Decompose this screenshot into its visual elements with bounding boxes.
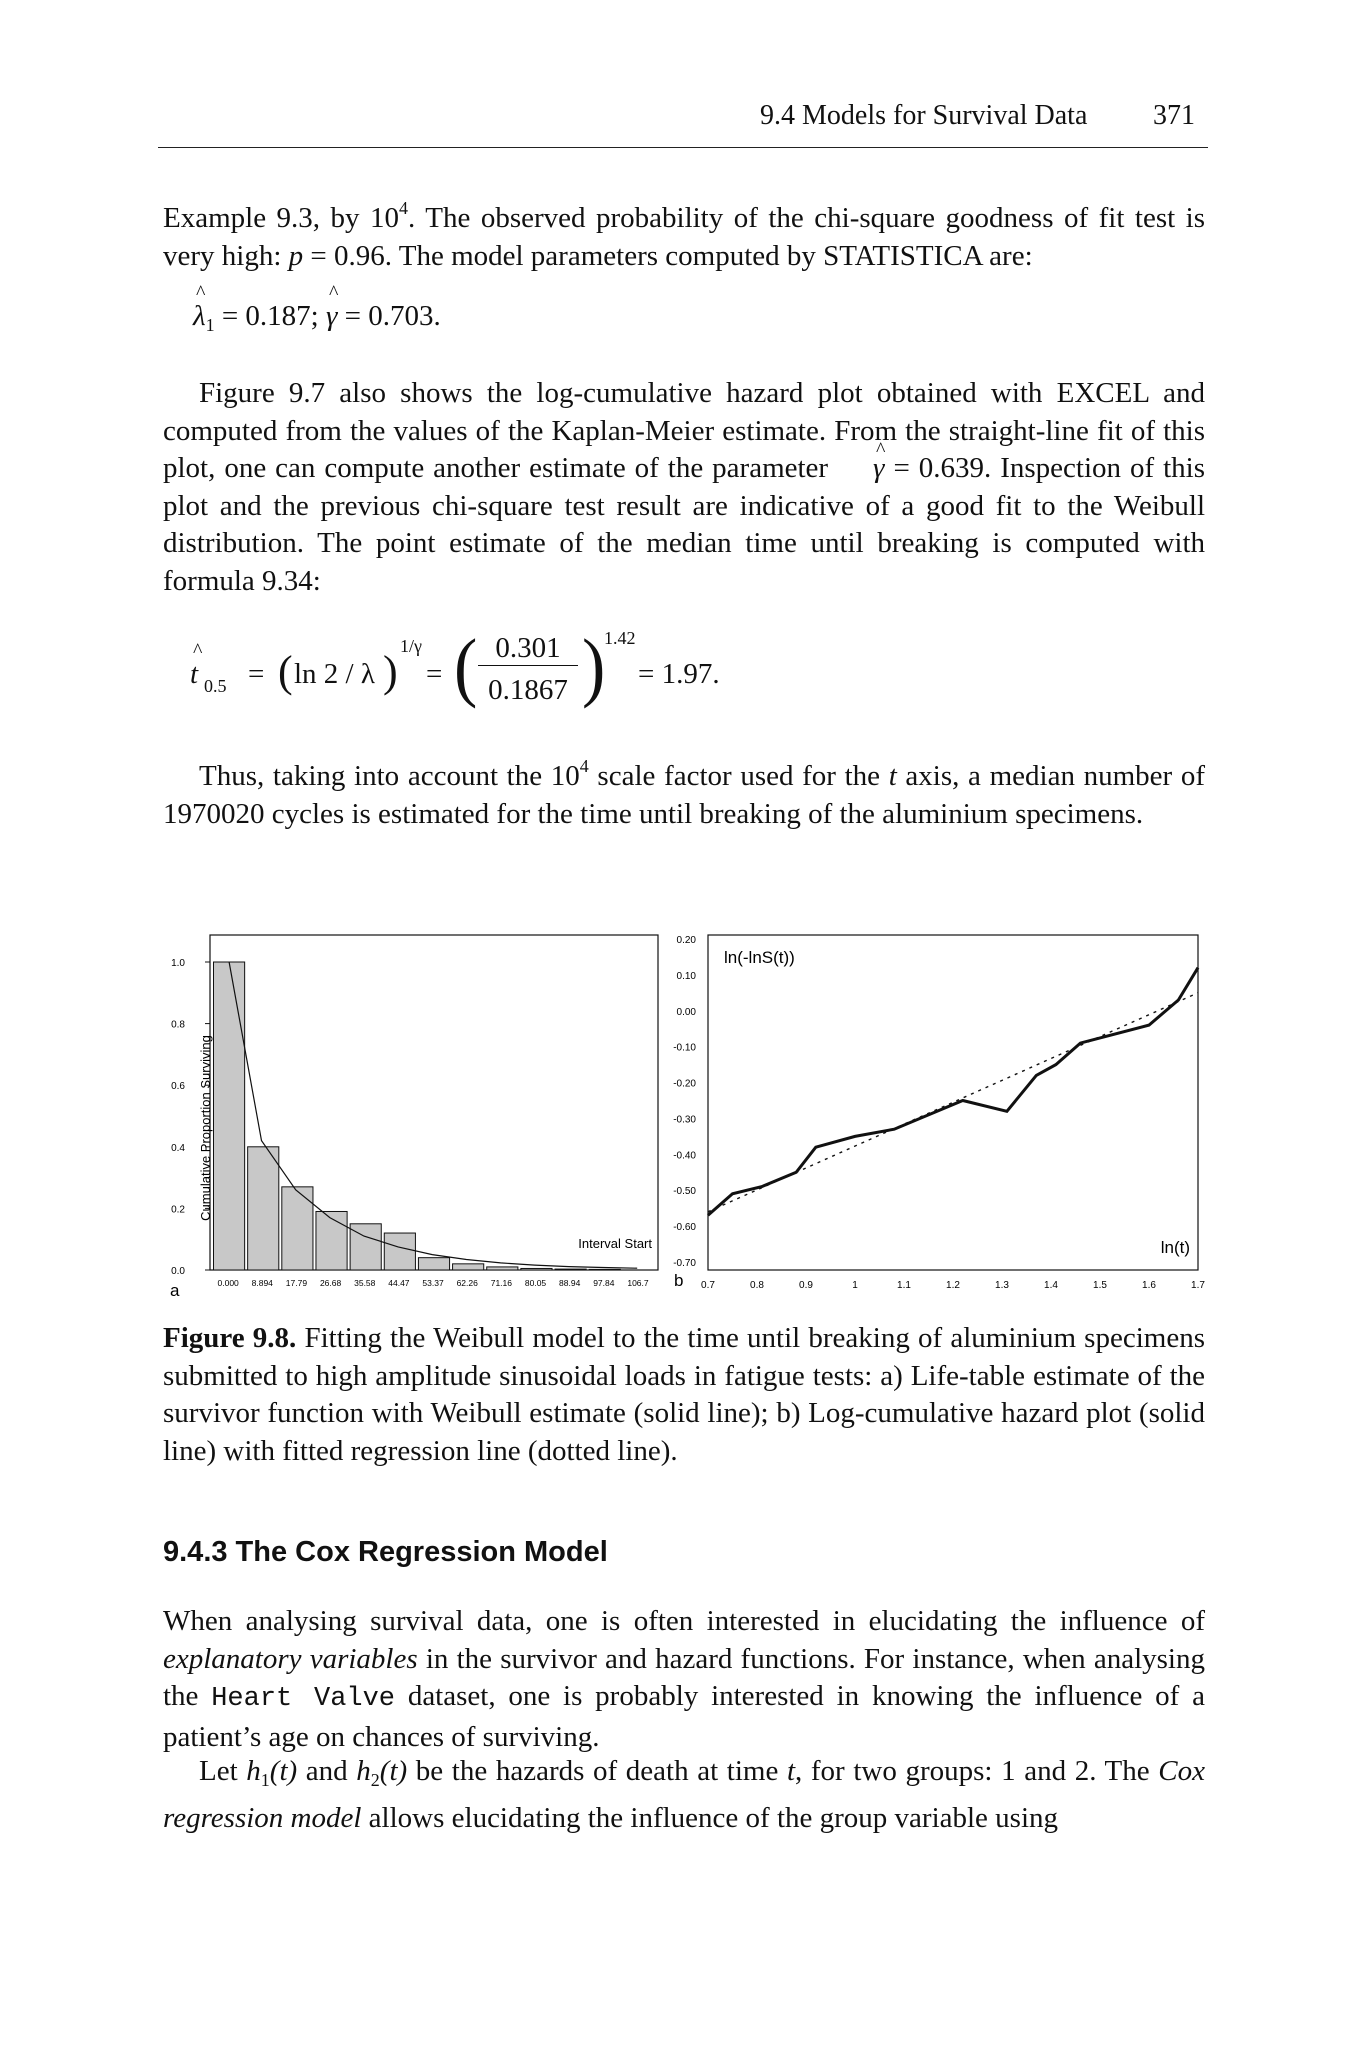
p5-cox: Cox regression model — [163, 1755, 1205, 1834]
eq2-t-hat: ^ t — [190, 658, 198, 691]
b-ytick-label-6: -0.40 — [673, 1150, 696, 1162]
p5-h2: h — [356, 1755, 371, 1787]
figure-a-label: a — [170, 1281, 180, 1300]
eq1-gamma-value: = 0.703. — [337, 300, 441, 332]
paragraph-2 — [163, 375, 1205, 600]
b-ytick-label-0: 0.20 — [676, 935, 696, 946]
p5-t2: (t) — [379, 1755, 408, 1787]
p3-text-c: axis, a median number of 1970020 cycles is estimated for the time until breaking of the aluminium specimens. — [163, 760, 1206, 830]
a-bar-3 — [316, 1211, 347, 1270]
p5-t: t — [786, 1755, 796, 1787]
p5-text-d: allows elucidating the influence of the group variable using — [361, 1801, 1059, 1834]
b-xtick-label-3: 1 — [852, 1280, 858, 1291]
header-rule — [158, 147, 1208, 148]
p3-text-b: scale factor used for the — [588, 760, 889, 792]
b-xtick-label-1: 0.8 — [750, 1280, 764, 1291]
figure-b-frame — [708, 935, 1198, 1270]
b-ytick-label-4: -0.20 — [673, 1078, 696, 1090]
figure-b-label: b — [674, 1271, 684, 1290]
p5-text-b: be the hazards of death at time — [407, 1755, 787, 1787]
eq1-gamma: ^ γ — [326, 300, 337, 333]
a-ytick-label-1: 0.2 — [171, 1204, 185, 1216]
p2-text-a: Figure 9.7 also shows the log-cumulative hazard plot obtained with EXCEL and computed from the values of the Kaplan-Meier estimate. From the straight-line fit of this plot, one can compute another estimate of the parameter — [163, 377, 1205, 484]
a-xtick-label-12: 106.7 — [627, 1278, 649, 1288]
eq1-lambda: ^ λ — [193, 300, 206, 333]
eq1-lambda-value: = 0.187; — [214, 300, 326, 332]
running-header-section: 9.4 Models for Survival Data — [760, 100, 1088, 131]
a-bar-5 — [384, 1233, 415, 1270]
eq2-power: 1.42 — [604, 628, 636, 648]
eq2-denominator: 0.1867 — [488, 674, 568, 706]
a-ytick-label-4: 0.8 — [171, 1019, 185, 1031]
b-xtick-label-2: 0.9 — [799, 1280, 813, 1291]
p1-text-d: = 0.96. The model parameters computed by STATISTICA are: — [303, 239, 1033, 272]
a-xtick-label-11: 97.84 — [593, 1278, 615, 1288]
caption-label: Figure 9.8. — [163, 1322, 297, 1354]
eq2-equals-2: = — [426, 658, 443, 690]
p4-text-c: dataset, one is probably interested in knowing the influence of a patient’s age on chances of surviving. — [163, 1680, 1205, 1753]
p4-explanatory: explanatory variables — [163, 1642, 418, 1675]
b-xtick-label-6: 1.3 — [995, 1280, 1009, 1291]
b-xtick-label-7: 1.4 — [1044, 1280, 1058, 1291]
b-xtick-label-5: 1.2 — [946, 1280, 960, 1291]
p5-h1-sub: 1 — [260, 1770, 270, 1790]
eq2-bigparen-open: ( — [454, 625, 478, 710]
p5-text-c: , for two groups: 1 and 2. The — [795, 1755, 1159, 1787]
a-xtick-label-7: 62.26 — [456, 1278, 478, 1288]
eq2-exponent: 1/γ — [400, 636, 422, 656]
a-xtick-label-1: 8.894 — [251, 1278, 273, 1288]
p3-text-a: Thus, taking into account the 10 — [199, 760, 580, 792]
paragraph-1 — [163, 190, 1205, 275]
p1-p-symbol: p — [288, 239, 304, 272]
p3-superscript: 4 — [579, 756, 589, 776]
a-xtick-label-10: 88.94 — [559, 1278, 581, 1288]
equation-parameters — [193, 300, 441, 336]
figure-b-annotation: ln(-lnS(t)) — [724, 948, 795, 967]
eq2-ln-expression: ln 2 / λ — [294, 658, 375, 690]
b-ytick-label-1: 0.10 — [676, 970, 696, 982]
p4-text-a: When analysing survival data, one is often interested in elucidating the influence of — [163, 1605, 1205, 1637]
b-ytick-label-3: -0.10 — [673, 1042, 696, 1054]
a-bar-8 — [487, 1267, 518, 1270]
p2-gamma: ^ γ — [837, 450, 884, 488]
eq2-bigparen-close: ) — [582, 625, 606, 710]
a-xtick-label-8: 71.16 — [490, 1278, 513, 1288]
a-ytick-label-5: 1.0 — [171, 958, 185, 969]
page-number: 371 — [1153, 100, 1195, 131]
paragraph-5 — [163, 1753, 1205, 1837]
caption-text: Fitting the Weibull model to the time until breaking of aluminium specimens submitted to high amplitude sinusoidal loads in fatigue tests: a) Life-table estimate of the survivor function with Weibull estimate (solid line); b) Log-cumulative hazard plot (solid line) with fitted regression line (dotted line). — [163, 1322, 1205, 1467]
figure-a-xlabel: Interval Start — [578, 1236, 652, 1251]
a-xtick-label-0: 0.000 — [217, 1278, 239, 1288]
figure-caption — [163, 1320, 1205, 1470]
a-bar-1 — [248, 1147, 279, 1270]
a-xtick-label-2: 17.79 — [285, 1278, 308, 1288]
equation-median — [190, 625, 750, 738]
p4-heart-valve: Heart Valve — [211, 1684, 396, 1714]
figure-b-chart — [668, 930, 1218, 1300]
b-xtick-label-9: 1.6 — [1142, 1280, 1156, 1291]
b-ytick-label-8: -0.60 — [673, 1222, 696, 1234]
b-ytick-label-9: -0.70 — [673, 1258, 696, 1269]
a-bar-11 — [589, 1269, 620, 1270]
a-xtick-label-4: 35.58 — [354, 1278, 376, 1288]
b-xtick-label-10: 1.7 — [1191, 1280, 1205, 1291]
b-ytick-label-2: 0.00 — [676, 1006, 696, 1018]
b-xtick-label-8: 1.5 — [1093, 1280, 1107, 1291]
eq2-paren-open: ( — [278, 647, 293, 696]
eq1-lambda-sub: 1 — [205, 315, 215, 335]
paragraph-4 — [163, 1603, 1205, 1756]
eq2-equals-1: = — [248, 658, 265, 690]
a-xtick-label-9: 80.05 — [524, 1278, 547, 1288]
a-bar-9 — [521, 1268, 552, 1270]
p5-t1: (t) — [269, 1755, 298, 1787]
a-ytick-label-0: 0.0 — [171, 1266, 185, 1277]
figure-a-ylabel: Cumulative Proportion Surviving — [198, 1035, 213, 1221]
p1-superscript: 4 — [399, 198, 409, 218]
a-xtick-label-6: 53.37 — [422, 1278, 444, 1288]
p5-h1: h — [246, 1755, 261, 1787]
paragraph-3 — [163, 748, 1205, 833]
figure-b-xlabel: ln(t) — [1160, 1238, 1190, 1257]
p1-text-c: test is very high: — [163, 202, 1205, 272]
log-cumulative-hazard-line — [708, 968, 1198, 1216]
b-xtick-label-0: 0.7 — [701, 1280, 715, 1291]
a-bar-0 — [214, 962, 245, 1270]
b-ytick-label-7: -0.50 — [673, 1186, 696, 1198]
a-bar-2 — [282, 1187, 313, 1270]
eq2-paren-close: ) — [383, 647, 398, 696]
p1-text-b: . The observed probability of the chi-square goodness of fit — [408, 202, 1125, 234]
a-xtick-label-3: 26.68 — [319, 1278, 342, 1288]
p3-t-symbol: t — [888, 760, 897, 792]
a-bar-7 — [453, 1264, 484, 1270]
a-bar-10 — [555, 1269, 586, 1270]
p1-text-a: Example 9.3, by 10 — [163, 202, 400, 234]
eq2-numerator: 0.301 — [478, 632, 578, 666]
section-heading: 9.4.3 The Cox Regression Model — [163, 1536, 608, 1568]
a-ytick-label-2: 0.4 — [171, 1142, 185, 1154]
p5-and: and — [297, 1755, 357, 1787]
a-bar-6 — [418, 1258, 449, 1270]
b-ytick-label-5: -0.30 — [673, 1114, 696, 1126]
eq2-t-sub: 0.5 — [204, 676, 227, 696]
p5-text-a: Let — [199, 1755, 247, 1787]
figure-a-chart — [160, 930, 670, 1300]
p4-text-b: in the survivor and hazard functions. For instance, when analysing the — [163, 1642, 1205, 1712]
a-ytick-label-3: 0.6 — [171, 1081, 185, 1093]
a-xtick-label-5: 44.47 — [388, 1278, 410, 1288]
p2-text-b: = 0.639. Inspection of this plot and the previous chi-square test result are indicative of a good fit to the Weibull distribution. The point estimate of the median time until breaking is computed with formula 9.34: — [163, 452, 1205, 597]
eq2-result: = 1.97. — [638, 658, 720, 690]
p5-h2-sub: 2 — [370, 1770, 380, 1790]
b-xtick-label-4: 1.1 — [897, 1280, 911, 1291]
